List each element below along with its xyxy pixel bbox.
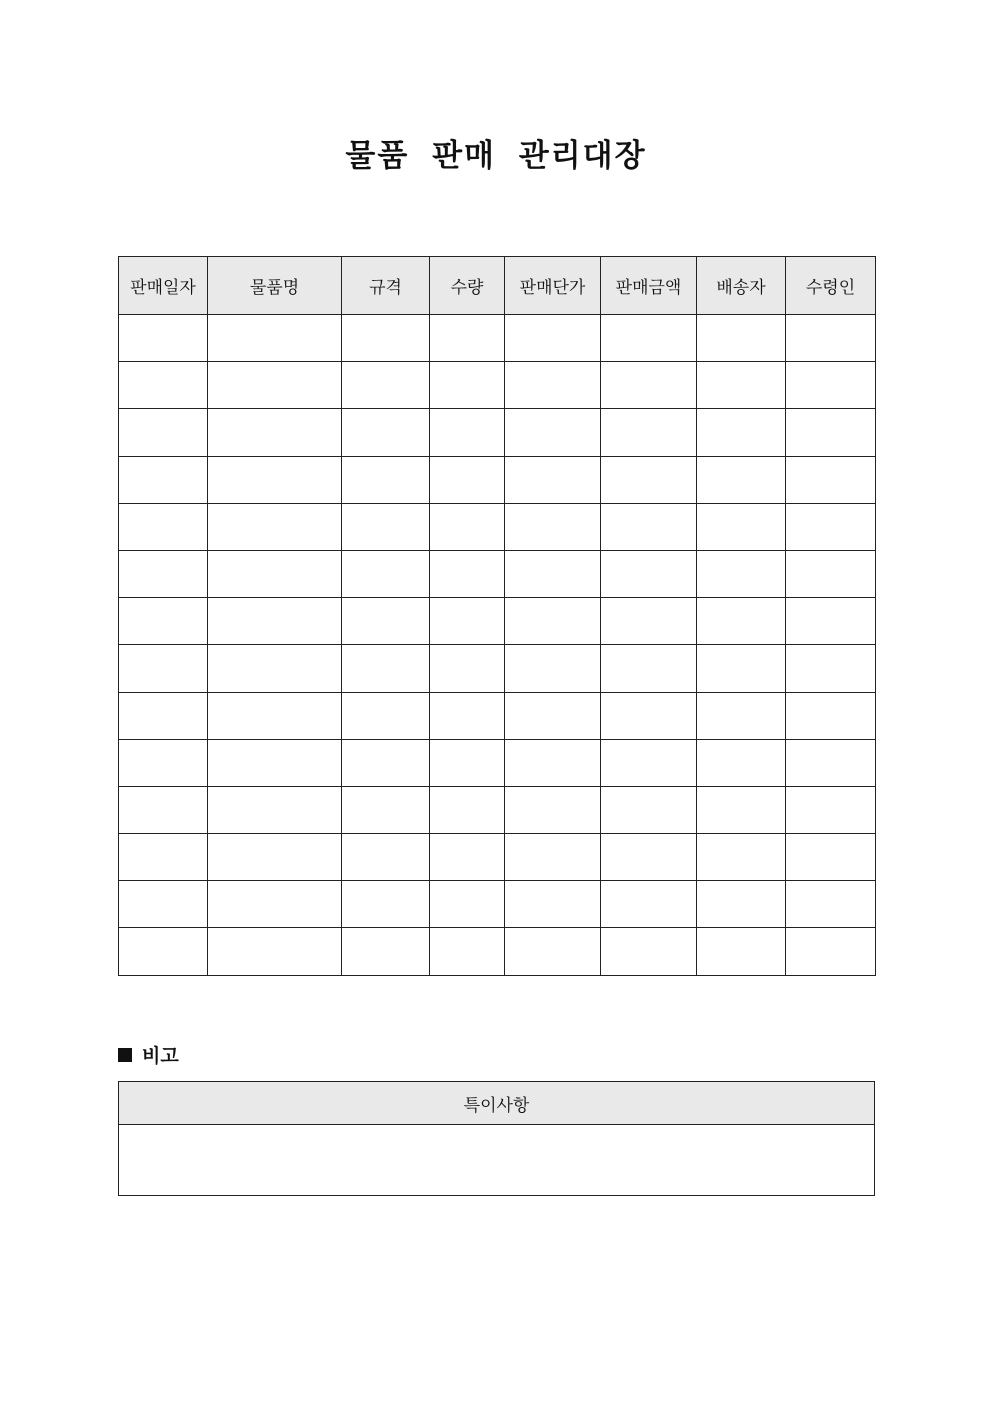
table-row	[119, 598, 876, 645]
table-row	[119, 692, 876, 739]
table-cell[interactable]	[601, 550, 697, 597]
table-row	[119, 409, 876, 456]
table-cell[interactable]	[505, 692, 601, 739]
table-cell[interactable]	[601, 928, 697, 975]
column-header-quantity: 수량	[430, 257, 505, 315]
table-cell[interactable]	[342, 456, 430, 503]
table-cell[interactable]	[208, 550, 342, 597]
table-cell[interactable]	[786, 503, 876, 550]
table-cell[interactable]	[601, 362, 697, 409]
table-cell[interactable]	[601, 834, 697, 881]
table-cell[interactable]	[601, 881, 697, 928]
table-cell[interactable]	[505, 928, 601, 975]
column-header-sale-date: 판매일자	[119, 257, 208, 315]
table-cell[interactable]	[697, 550, 786, 597]
table-cell[interactable]	[342, 503, 430, 550]
table-cell[interactable]	[342, 645, 430, 692]
table-cell[interactable]	[208, 645, 342, 692]
table-cell[interactable]	[119, 645, 208, 692]
table-cell[interactable]	[119, 315, 208, 362]
table-cell[interactable]	[430, 786, 505, 833]
table-cell[interactable]	[208, 786, 342, 833]
table-cell[interactable]	[119, 928, 208, 975]
table-cell[interactable]	[697, 645, 786, 692]
table-cell[interactable]	[601, 739, 697, 786]
column-header-shipper: 배송자	[697, 257, 786, 315]
table-row	[119, 362, 876, 409]
table-cell[interactable]	[505, 598, 601, 645]
sales-ledger-table	[118, 256, 876, 976]
table-cell[interactable]	[208, 739, 342, 786]
table-cell[interactable]	[505, 315, 601, 362]
table-cell[interactable]	[208, 598, 342, 645]
table-cell[interactable]	[786, 598, 876, 645]
table-cell[interactable]	[430, 550, 505, 597]
table-cell[interactable]	[505, 786, 601, 833]
remarks-entry-cell[interactable]	[119, 1125, 875, 1196]
table-cell[interactable]	[342, 834, 430, 881]
table-cell[interactable]	[208, 503, 342, 550]
header-row	[119, 257, 876, 315]
table-row	[119, 456, 876, 503]
table-cell[interactable]	[697, 598, 786, 645]
table-cell[interactable]	[505, 409, 601, 456]
table-cell[interactable]	[430, 928, 505, 975]
table-cell[interactable]	[208, 315, 342, 362]
table-cell[interactable]	[786, 550, 876, 597]
table-cell[interactable]	[786, 362, 876, 409]
table-cell[interactable]	[342, 786, 430, 833]
table-cell[interactable]	[208, 928, 342, 975]
table-cell[interactable]	[430, 503, 505, 550]
table-cell[interactable]	[342, 928, 430, 975]
table-cell[interactable]	[342, 739, 430, 786]
table-cell[interactable]	[505, 881, 601, 928]
table-row	[119, 928, 876, 975]
table-cell[interactable]	[786, 834, 876, 881]
table-cell[interactable]	[697, 881, 786, 928]
table-cell[interactable]	[119, 409, 208, 456]
table-cell[interactable]	[430, 739, 505, 786]
table-cell[interactable]	[430, 645, 505, 692]
column-header-amount: 판매금액	[601, 257, 697, 315]
remarks-heading	[118, 1043, 179, 1069]
table-cell[interactable]	[430, 692, 505, 739]
column-header-spec: 규격	[342, 257, 430, 315]
table-cell[interactable]	[786, 786, 876, 833]
table-cell[interactable]	[697, 503, 786, 550]
table-cell[interactable]	[430, 834, 505, 881]
table-cell[interactable]	[342, 550, 430, 597]
table-cell[interactable]	[601, 786, 697, 833]
table-cell[interactable]	[786, 315, 876, 362]
table-cell[interactable]	[697, 456, 786, 503]
page-title: 물품 판매 관리대장	[345, 138, 647, 174]
table-cell[interactable]	[697, 362, 786, 409]
table-cell[interactable]	[342, 692, 430, 739]
table-row	[119, 834, 876, 881]
table-cell[interactable]	[119, 881, 208, 928]
table-cell[interactable]	[505, 739, 601, 786]
table-row	[119, 645, 876, 692]
table-row	[119, 503, 876, 550]
table-cell[interactable]	[119, 598, 208, 645]
table-cell[interactable]	[786, 928, 876, 975]
table-row	[119, 550, 876, 597]
table-cell[interactable]	[786, 881, 876, 928]
table-cell[interactable]	[505, 550, 601, 597]
table-cell[interactable]	[430, 409, 505, 456]
table-cell[interactable]	[505, 834, 601, 881]
table-cell[interactable]	[342, 881, 430, 928]
table-cell[interactable]	[601, 456, 697, 503]
table-row	[119, 315, 876, 362]
table-cell[interactable]	[601, 645, 697, 692]
column-header-recipient: 수령인	[786, 257, 876, 315]
table-cell[interactable]	[342, 409, 430, 456]
table-cell[interactable]	[430, 881, 505, 928]
table-cell[interactable]	[342, 362, 430, 409]
table-cell[interactable]	[505, 645, 601, 692]
table-cell[interactable]	[697, 739, 786, 786]
table-cell[interactable]	[119, 692, 208, 739]
table-cell[interactable]	[430, 456, 505, 503]
table-cell[interactable]	[208, 881, 342, 928]
ledger-body	[119, 315, 876, 976]
table-cell[interactable]	[430, 362, 505, 409]
table-row	[119, 739, 876, 786]
table-cell[interactable]	[119, 834, 208, 881]
table-cell[interactable]	[430, 315, 505, 362]
remarks-box-header: 특이사항	[119, 1082, 875, 1125]
table-cell[interactable]	[505, 503, 601, 550]
table-cell[interactable]	[208, 362, 342, 409]
table-cell[interactable]	[119, 362, 208, 409]
table-cell[interactable]	[119, 503, 208, 550]
table-cell[interactable]	[786, 739, 876, 786]
table-cell[interactable]	[430, 598, 505, 645]
table-cell[interactable]	[208, 456, 342, 503]
table-cell[interactable]	[208, 409, 342, 456]
table-cell[interactable]	[601, 409, 697, 456]
remarks-heading-label: 비고	[142, 1045, 179, 1067]
table-cell[interactable]	[119, 739, 208, 786]
table-cell[interactable]	[601, 315, 697, 362]
table-cell[interactable]	[697, 786, 786, 833]
table-cell[interactable]	[786, 645, 876, 692]
remarks-table	[118, 1081, 875, 1196]
square-bullet-icon	[118, 1048, 132, 1062]
table-cell[interactable]	[601, 503, 697, 550]
table-cell[interactable]	[697, 409, 786, 456]
table-cell[interactable]	[208, 692, 342, 739]
table-cell[interactable]	[505, 456, 601, 503]
table-cell[interactable]	[786, 409, 876, 456]
table-row	[119, 881, 876, 928]
table-cell[interactable]	[601, 692, 697, 739]
table-cell[interactable]	[342, 598, 430, 645]
table-cell[interactable]	[505, 362, 601, 409]
column-header-unit-price: 판매단가	[505, 257, 601, 315]
table-row	[119, 786, 876, 833]
table-cell[interactable]	[208, 834, 342, 881]
table-cell[interactable]	[342, 315, 430, 362]
table-cell[interactable]	[697, 834, 786, 881]
table-cell[interactable]	[601, 598, 697, 645]
table-cell[interactable]	[697, 692, 786, 739]
table-cell[interactable]	[697, 928, 786, 975]
table-cell[interactable]	[119, 456, 208, 503]
table-cell[interactable]	[119, 550, 208, 597]
table-cell[interactable]	[119, 786, 208, 833]
table-cell[interactable]	[786, 692, 876, 739]
column-header-item-name: 물품명	[208, 257, 342, 315]
table-cell[interactable]	[697, 315, 786, 362]
table-cell[interactable]	[786, 456, 876, 503]
